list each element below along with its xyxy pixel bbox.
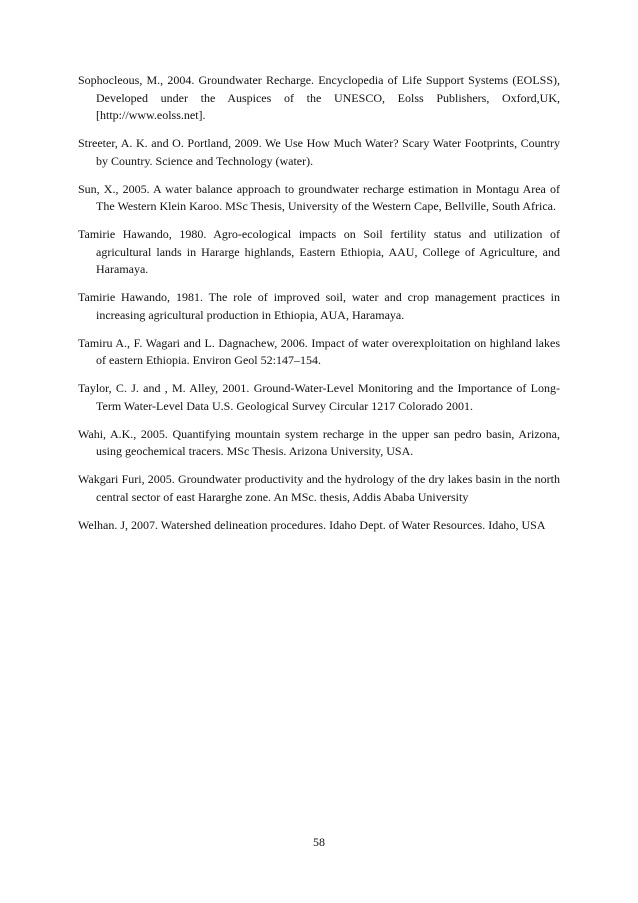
reference-tamirie-1980: Tamirie Hawando, 1980. Agro-ecological impacts on Soil fertility status and utilization of agricultural lands in Hararge highlands, Eastern Ethiopia, AAU, College of Agriculture, and Haramaya. [78,227,560,276]
reference-wakgari-2005: Wakgari Furi, 2005. Groundwater productivity and the hydrology of the dry lakes basin in the north central sector of east Hararghe zone. An MSc. thesis, Addis Ababa University [78,472,560,504]
reference-streeter-2009: Streeter, A. K. and O. Portland, 2009. We Use How Much Water? Scary Water Footprints, Country by Country. Science and Technology (water). [78,136,560,168]
reference-list [78,72,560,545]
page-number: 58 [313,835,325,849]
reference-tamiru-2006: Tamiru A., F. Wagari and L. Dagnachew, 2006. Impact of water overexploitation on highland lakes of eastern Ethiopia. Environ Geol 52:147–154. [78,335,560,367]
reference-wahi-2005: Wahi, A.K., 2005. Quantifying mountain system recharge in the upper san pedro basin, Arizona, using geochemical tracers. MSc Thesis. Arizona University, USA. [78,426,560,458]
reference-sophocleous-2004: Sophocleous, M., 2004. Groundwater Recharge. Encyclopedia of Life Support Systems (EOLSS), Developed under the Auspices of the UNESCO, Eolss Publishers, Oxford,UK, [http://www.eolss.net]. [78,73,560,122]
reference-taylor-2001: Taylor, C. J. and , M. Alley, 2001. Ground-Water-Level Monitoring and the Importance of Long-Term Water-Level Data U.S. Geological Survey Circular 1217 Colorado 2001. [78,381,560,413]
reference-welhan-2007: Welhan. J, 2007. Watershed delineation procedures. Idaho Dept. of Water Resources. Idaho, USA [78,517,546,532]
reference-sun-2005: Sun, X., 2005. A water balance approach to groundwater recharge estimation in Montagu Area of The Western Klein Karoo. MSc Thesis, University of the Western Cape, Bellville, South Africa. [78,181,560,213]
reference-tamirie-1981: Tamirie Hawando, 1981. The role of improved soil, water and crop management practices in increasing agricultural production in Ethiopia, AUA, Haramaya. [78,290,560,322]
